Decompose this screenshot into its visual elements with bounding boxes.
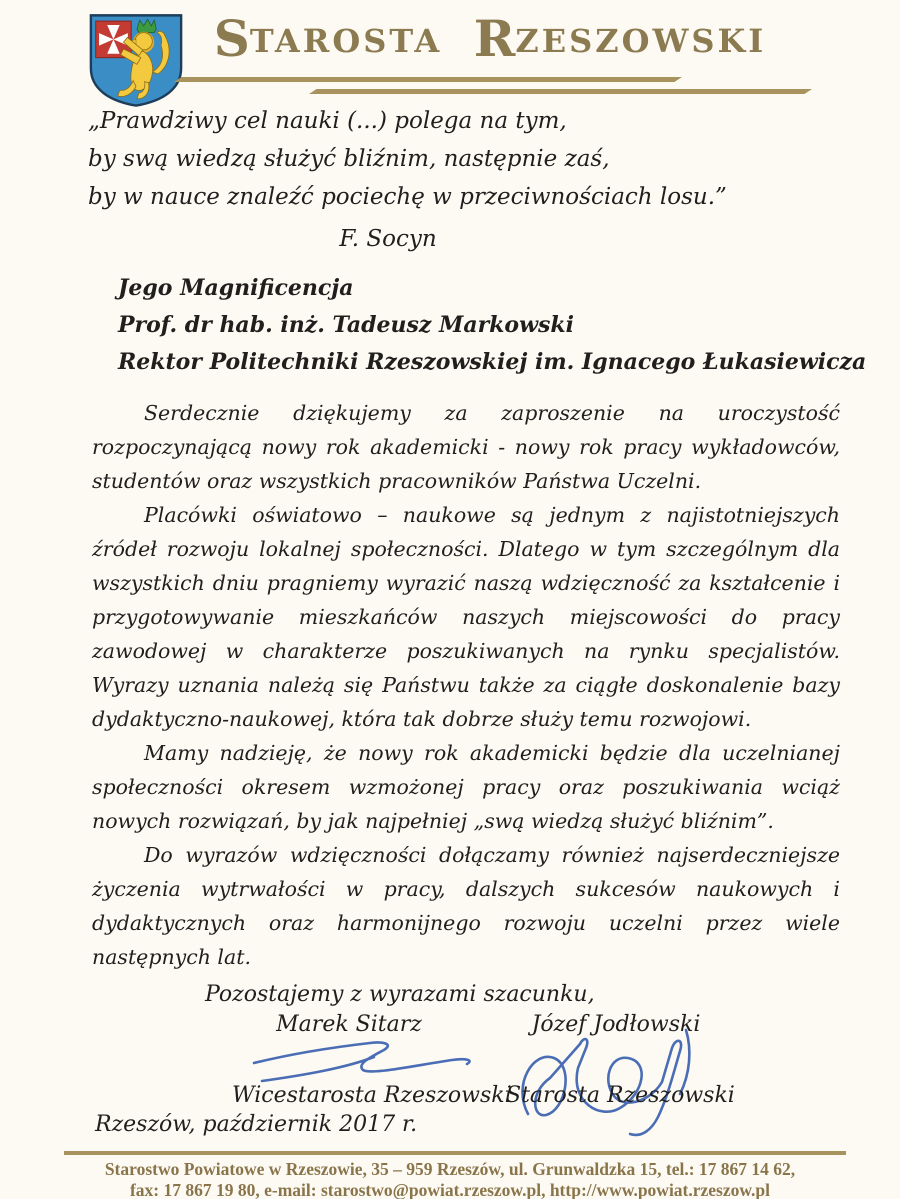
title-rest: ZESZOWSKI xyxy=(515,22,767,60)
gold-divider-bottom xyxy=(309,89,812,94)
title-initial: S xyxy=(213,9,250,68)
addressee-line: Jego Magnificencja xyxy=(118,275,354,301)
footer-contact xyxy=(0,1159,900,1199)
letter-body xyxy=(92,396,840,974)
signer-name-right: Józef Jodłowski xyxy=(531,1012,701,1037)
signer-title-left: Wicestarosta Rzeszowski xyxy=(232,1083,512,1108)
footer-line-2: fax: 17 867 19 80, e-mail: starostwo@powiat.rzeszow.pl, http://www.powiat.rzeszow.pl xyxy=(129,1180,771,1199)
addressee-line: Rektor Politechniki Rzeszowskiej im. Ignacego Łukasiewicza xyxy=(118,349,867,375)
title-word xyxy=(473,9,767,68)
title-rest: TAROSTA xyxy=(249,22,443,60)
signer-name-left: Marek Sitarz xyxy=(276,1012,422,1037)
title-word xyxy=(213,9,443,68)
quote-line: by swą wiedzą służyć bliźnim, następnie zaś, xyxy=(88,146,610,172)
handwritten-signature-left-icon xyxy=(250,1033,485,1088)
body-paragraph: Do wyrazów wdzięczności dołączamy również najserdeczniejsze życzenia wytrwałości w pracy, dalszych sukcesów naukowych i dydaktycznych oraz harmonijnego rozwoju uczelni przez wiele następnych lat. xyxy=(92,843,840,969)
footer-line-1: Starostwo Powiatowe w Rzeszowie, 35 – 959 Rzeszów, ul. Grunwaldzka 15, tel.: 17 867 14 62, xyxy=(104,1159,796,1179)
letterhead-title xyxy=(180,9,800,68)
signer-title-right: Starosta Rzeszowski xyxy=(506,1083,735,1108)
addressee-line: Prof. dr hab. inż. Tadeusz Markowski xyxy=(118,312,575,338)
body-paragraph: Mamy nadzieję, że nowy rok akademicki będzie dla uczelnianej społeczności okresem wzmożonej pracy oraz poszukiwania wciąż nowych rozwiązań, by jak najpełniej „swą wiedzą służyć bliźnim”. xyxy=(92,741,840,833)
body-paragraph: Placówki oświatowo – naukowe są jednym z najistotniejszych źródeł rozwoju lokalnej społeczności. Dlatego w tym szczególnym dla wszystkich dniu pragniemy wyrazić naszą wdzięczność za kształcenie i przygotowywanie mieszkańców naszych miejscowości do pracy zawodowej w charakterze poszukiwanych na rynku specjalistów. Wyrazy uznania należą się Państwu także za ciągłe doskonalenie bazy dydaktyczno-naukowej, która tak dobrze służy temu rozwojowi. xyxy=(92,503,840,731)
addressee-block xyxy=(118,270,866,381)
dateline: Rzeszów, październik 2017 r. xyxy=(95,1112,418,1137)
body-paragraph: Serdecznie dziękujemy za zaproszenie na uroczystość rozpoczynającą nowy rok akademicki - nowy rok pracy wykładowców, studentów oraz wszystkich pracowników Państwa Uczelni. xyxy=(92,401,840,493)
closing-salutation: Pozostajemy z wyrazami szacunku, xyxy=(205,982,595,1007)
quote-line: „Prawdziwy cel nauki (...) polega na tym, xyxy=(88,108,567,134)
coat-of-arms-icon xyxy=(88,12,184,109)
gold-divider-top xyxy=(174,77,682,82)
title-initial: R xyxy=(473,9,516,68)
quote-attribution: F. Socyn xyxy=(339,226,437,252)
epigraph-quote xyxy=(88,102,727,258)
footer-divider xyxy=(64,1151,846,1155)
quote-line: by w nauce znaleźć pociechę w przeciwnościach losu.” xyxy=(88,184,727,210)
